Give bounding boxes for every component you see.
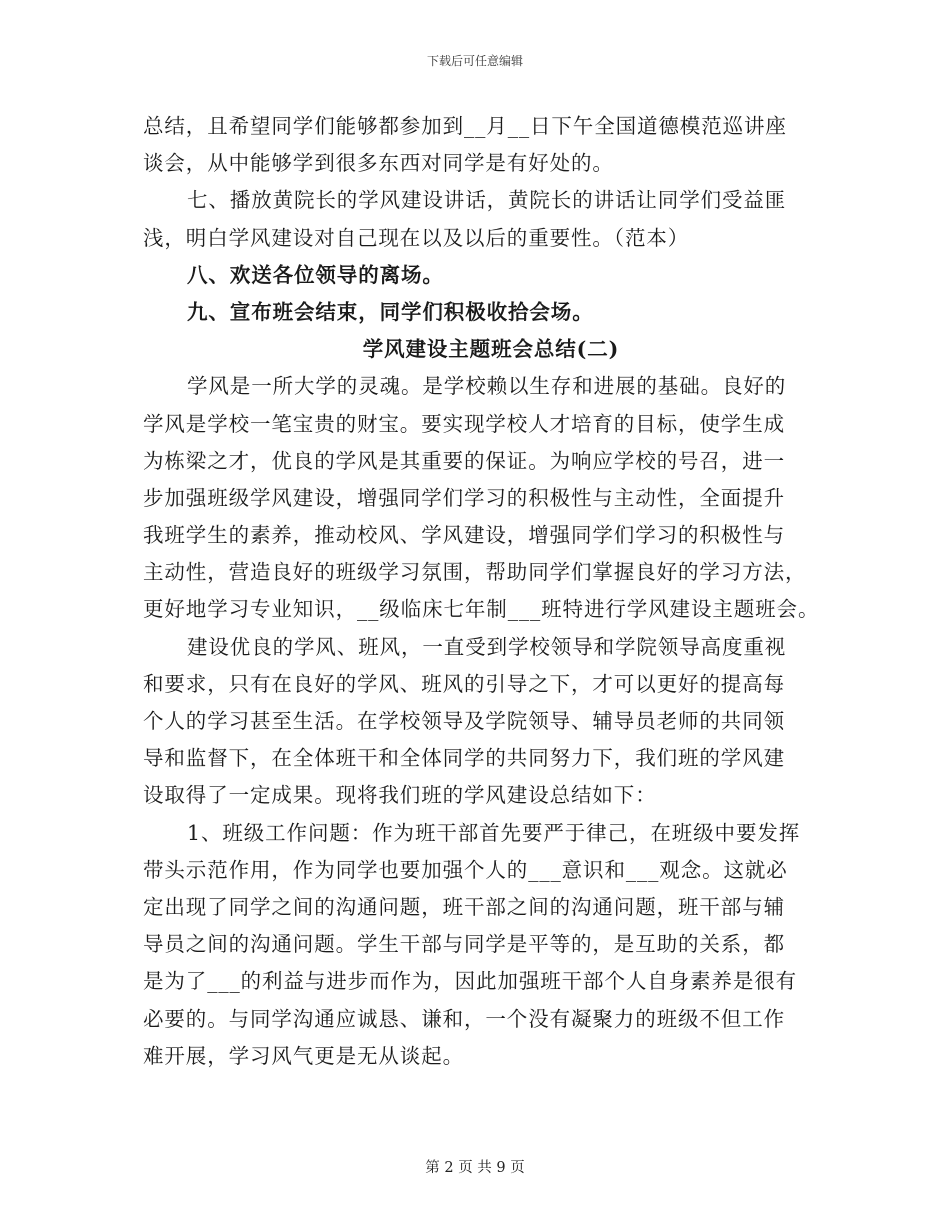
body-line: 步加强班级学风建设，增强同学们学习的积极性与主动性，全面提升 xyxy=(143,485,785,510)
body-line: 个人的学习甚至生活。在学校领导及学院领导、辅导员老师的共同领 xyxy=(143,709,785,733)
paragraph-line: 学风是一所大学的灵魂。是学校赖以生存和进展的基础。良好的 xyxy=(187,374,787,399)
body-line: 带头示范作用，作为同学也要加强个人的___意识和___观念。这就必 xyxy=(143,857,788,882)
body-line: 谈会，从中能够学到很多东西对同学是有好处的。 xyxy=(143,151,614,176)
body-line: 导和监督下，在全体班干和全体同学的共同努力下，我们班的学风建 xyxy=(143,746,785,771)
body-line: 必要的。与同学沟通应诚恳、谦和，一个没有凝聚力的班级不但工作 xyxy=(143,1006,785,1031)
paragraph-line: 1、班级工作问题：作为班干部首先要严于律己，在班级中要发挥 xyxy=(187,820,801,845)
body-line: 我班学生的素养，推动校风、学风建设，增强同学们学习的积极性与 xyxy=(143,523,785,548)
agenda-item-8: 八、欢送各位领导的离场。 xyxy=(187,262,444,287)
body-line: 学风是学校一笔宝贵的财宝。要实现学校人才培育的目标，使学生成 xyxy=(143,411,785,436)
body-line: 导员之间的沟通问题。学生干部与同学是平等的，是互助的关系，都 xyxy=(143,932,785,957)
document-body xyxy=(143,108,820,1075)
paragraph-line: 建设优良的学风、班风，一直受到学校领导和学院领导高度重视 xyxy=(187,634,787,659)
paragraph-line: 七、播放黄院长的学风建设讲话，黄院长的讲话让同学们受益匪 xyxy=(187,188,787,213)
body-line: 为栋梁之才，优良的学风是其重要的保证。为响应学校的号召，进一 xyxy=(143,448,785,473)
agenda-item-9: 九、宣布班会结束，同学们积极收拾会场。 xyxy=(187,299,594,324)
body-line: 更好地学习专业知识，__级临床七年制___班特进行学风建设主题班会。 xyxy=(143,597,820,622)
body-line: 难开展，学习风气更是无从谈起。 xyxy=(143,1043,464,1068)
page-header: 下载后可任意编辑 xyxy=(426,54,523,68)
page-number: 第 2 页 共 9 页 xyxy=(425,1160,525,1176)
body-line: 总结，且希望同学们能够都参加到__月__日下午全国道德模范巡讲座 xyxy=(143,114,787,138)
body-line: 是为了___的利益与进步而作为，因此加强班干部个人自身素养是很有 xyxy=(143,969,798,994)
body-line: 设取得了一定成果。现将我们班的学风建设总结如下： xyxy=(143,783,657,808)
section-title: 学风建设主题班会总结(二) xyxy=(362,337,620,362)
body-line: 主动性，营造良好的班级学习氛围，帮助同学们掌握良好的学习方法， xyxy=(143,560,807,585)
body-line: 定出现了同学之间的沟通问题，班干部之间的沟通问题，班干部与辅 xyxy=(143,894,785,919)
body-line: 浅，明白学风建设对自己现在以及以后的重要性。（范本） xyxy=(143,225,690,250)
body-line: 和要求，只有在良好的学风、班风的引导之下，才可以更好的提高每 xyxy=(143,671,785,696)
